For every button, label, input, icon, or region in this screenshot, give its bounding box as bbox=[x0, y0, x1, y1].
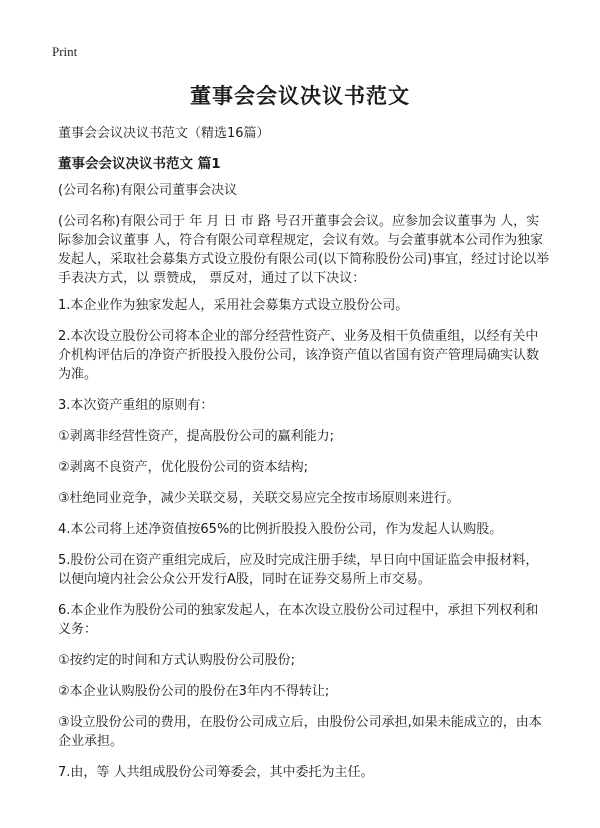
resolution-item-6: 6.本企业作为股份公司的独家发起人，在本次设立股份公司过程中，承担下列权利和义务： bbox=[58, 603, 539, 637]
obligation-3: ③设立股份公司的费用，在股份公司成立后，由股份公司承担,如果未能成立的，由本企业承担。 bbox=[58, 715, 542, 749]
obligation-2: ②本企业认购股份公司的股份在3年内不得转让; bbox=[58, 684, 330, 699]
meeting-intro-paragraph: (公司名称)有限公司于 年 月 日 市 路 号召开董事会会议。应参加会议董事为 人，实际参加会议董事 人，符合有限公司章程规定，会议有效。与会董事就本公司作为独家发起人，采取社会募集方式设立股份有限公司(以下简称股份公司)事宜，经过讨论以举手表决方式，以 票赞成， 票反对，通过了以下决议： bbox=[58, 214, 550, 286]
resolution-item-1: 1.本企业作为独家发起人，采用社会募集方式设立股份公司。 bbox=[58, 298, 409, 313]
resolution-item-7: 7.由，等 人共组成股份公司筹委会，其中委托为主任。 bbox=[58, 765, 374, 780]
document-title: 董事会会议决议书范文 bbox=[190, 84, 410, 108]
principle-1: ①剥离非经营性资产，提高股份公司的赢利能力; bbox=[58, 429, 335, 444]
print-link[interactable]: Print bbox=[52, 44, 78, 59]
principle-2: ②剥离不良资产，优化股份公司的资本结构; bbox=[58, 460, 309, 475]
principle-3: ③杜绝同业竞争，减少关联交易，关联交易应完全按市场原则来进行。 bbox=[58, 491, 460, 506]
resolution-item-5: 5.股份公司在资产重组完成后，应及时完成注册手续，早日向中国证监会申报材料，以便向境内社会公众公开发行A股，同时在证券交易所上市交易。 bbox=[58, 553, 539, 587]
resolution-item-3: 3.本次资产重组的原则有： bbox=[58, 398, 214, 413]
section-heading: 董事会会议决议书范文 篇1 bbox=[58, 156, 221, 172]
company-resolution-header: (公司名称)有限公司董事会决议 bbox=[58, 183, 238, 198]
obligation-1: ①按约定的时间和方式认购股份公司股份; bbox=[58, 653, 296, 668]
resolution-item-2: 2.本次设立股份公司将本企业的部分经营性资产、业务及相干负债重组，以经有关中介机构评估后的净资产折股投入股份公司，该净资产值以省国有资产管理局确实认数为准。 bbox=[58, 329, 540, 382]
document-subtitle: 董事会会议决议书范文（精选16篇） bbox=[58, 126, 270, 141]
resolution-item-4: 4.本公司将上述净资值按65%的比例折股投入股份公司，作为发起人认购股。 bbox=[58, 522, 503, 537]
